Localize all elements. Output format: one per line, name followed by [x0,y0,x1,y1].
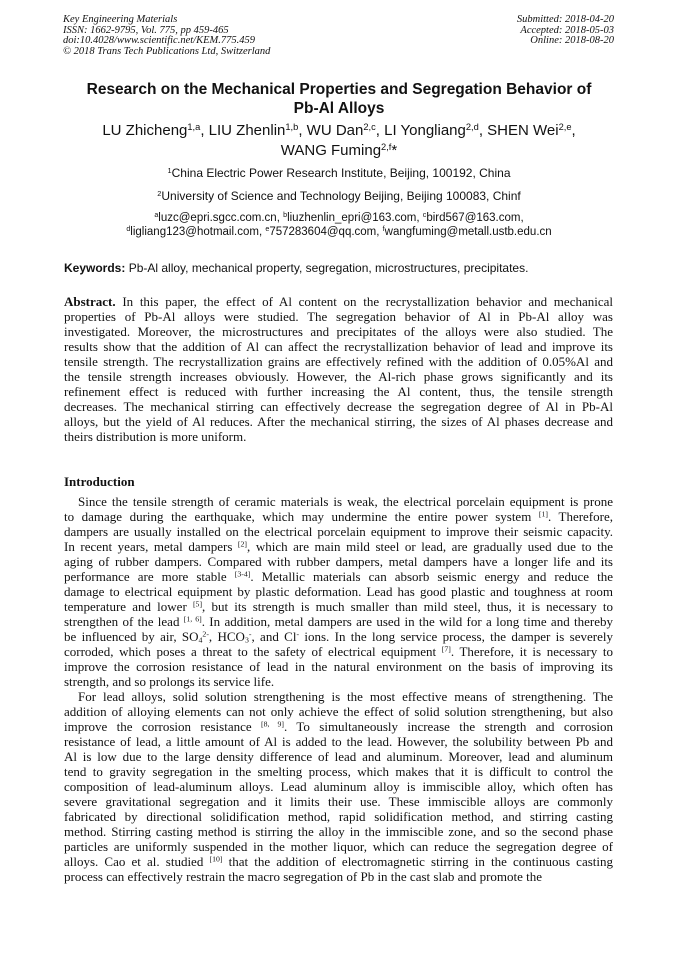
text-segment: . Therefore, [547,509,613,524]
keywords-label: Keywords: [64,261,126,275]
text-line [64,749,613,764]
paragraph [64,494,613,689]
text-segment: . Therefore, it is necessary to [450,644,613,659]
affiliation: $^2$University of Science and Technology Beijing, Beijing 100083, Chinf [157,188,521,203]
text-line [64,644,613,659]
text-segment: particles are uniformly suspended in the mother liquor, which can reduce the segregation degree of [64,839,613,854]
text-segment: temperature and lower [64,599,193,614]
text-line [64,734,613,749]
text-segment: be influenced by air, SO [64,629,199,644]
email-link[interactable]: wangfuming@metall.ustb.edu.cn [384,226,552,238]
text-line [64,599,613,614]
text-segment: tensile strength. The recrystallization grains are effectively refined with the addition of 0.05%Al and [64,354,613,369]
text-segment: aging of rubber dampers. Compared with rubber dampers, metal dampers have a longer life and its [64,554,613,569]
online-date: Online: 2018-08-20 [530,35,614,47]
text-segment: the tensile strength increases obviously. However, the Al-rich phase grows significantly and its [64,369,613,384]
text-segment: process can effectively restrain the macro segregation of Pb in the cast slab and promote the [64,869,543,884]
text-line [64,494,613,509]
text-line [64,339,613,354]
text-line [64,584,613,599]
text-segment: results show that the addition of Al can affect the recrystallization behavior of lead and improve its [64,339,613,354]
submitted-date: Submitted: 2018-04-20 [516,14,614,25]
text-line [64,524,613,539]
text-segment: . In addition, metal dampers are used in the wild for a long time and thereby [201,614,613,629]
text-segment: Al is low due to the large density difference of lead and aluminum. Moreover, lead and aluminum [64,749,613,764]
text-segment: investigated. Moreover, the microstructures and precipitates of the alloys were also studied. The [64,324,613,339]
text-segment: 4 [198,635,203,645]
text-segment: fabricated by directional solidification method, rapid solidification method, and stirring casting [64,809,613,824]
text-line [64,509,613,524]
text-segment: to damage during the earthquake, which may undermine the entire power system [64,509,539,524]
keywords-text: Pb-Al alloy, mechanical property, segregation, microstructures, precipitates. [125,261,529,275]
text-line [64,659,613,674]
text-segment: Since the tensile strength of ceramic materials is weak, the electrical porcelain equipment is prone [78,494,613,509]
text-segment: , but its strength is much smaller than mild steel, thus, it is necessary to [202,599,613,614]
text-segment: composition of lead-aluminum alloys. Lead aluminum alloy is immiscible alloy, which often has [64,779,613,794]
text-line [64,689,613,704]
section-heading-introduction: Introduction [64,474,135,489]
text-segment: resistance of lead, a little amount of Al is added to the lead. However, the solubility between Pb and [64,734,613,749]
text-line [64,719,613,734]
journal-name: Key Engineering Materials [63,14,178,25]
text-line [64,839,613,854]
keywords [64,261,528,275]
text-segment: dampers are usually installed on the electrical porcelain equipment to improve their seismic capacity. [64,524,613,539]
text-line [64,794,613,809]
text-line [64,629,613,644]
text-segment: . To simultaneously increase the strength and corrosion [284,719,613,734]
journal-info [63,15,270,57]
text-line [64,294,613,309]
text-segment: ions. In the long service process, the damper is severely [299,629,613,644]
text-segment: performance are more stable [64,569,235,584]
text-segment: - [248,629,252,639]
author: LU Zhicheng$^{1,a}$, [102,121,209,139]
text-line [64,854,613,869]
text-line [64,554,613,569]
text-segment: In this paper, the effect of Al content on the recrystallization behavior and mechanical [115,294,613,309]
citation[interactable]: [1, 6] [183,614,202,624]
title-line: Research on the Mechanical Properties and Segregation Behavior of [86,81,592,98]
text-segment: strengthen of the lead [64,614,184,629]
citation[interactable]: [2] [237,539,248,549]
text-line [64,569,613,584]
email-link[interactable]: ligliang123@hotmail.com, [130,226,266,238]
text-line [64,429,613,444]
citation[interactable]: [8, 9] [261,719,284,729]
text-segment: addition of alloying elements can not only achieve the effect of solid solution strengthening, but also [64,704,613,719]
text-line [64,824,613,839]
text-segment: , which are main mild steel or lead, are gradually used due to the [247,539,613,554]
title-line: Pb-Al Alloys [293,99,385,117]
text-segment: alloys, but the yield of Al reduces. After the mechanical stirring, the sizes of Al phases decrease and [64,414,613,429]
author: SHEN Wei$^{2,e}$, [487,121,576,139]
text-segment: corroded, which poses a threat to the safety of electrical equipment [64,644,442,659]
abstract [64,294,613,444]
email-link[interactable]: liuzhenlin_epri@163.com, [287,212,423,224]
text-segment: tend to gravity segregation in the smelting process, which makes that it is difficult to control the [64,764,613,779]
author: WANG Fuming$^{2,f}$* [280,141,398,159]
citation[interactable]: [3-4] [234,569,251,579]
text-segment: improve the corrosion resistance [64,719,261,734]
text-line [64,354,613,369]
author: LI Yongliang$^{2,d}$, [384,121,488,139]
citation[interactable]: [7] [441,644,451,654]
text-line [64,764,613,779]
text-segment: alloys. Cao et al. studied [64,854,210,869]
abstract-label: Abstract. [64,294,116,309]
text-segment: , HCO [208,629,245,644]
text-segment: that the addition of electromagnetic stirring in the continuous casting [222,854,614,869]
text-line [64,539,613,554]
text-segment: 3 [244,635,249,645]
text-segment: In recent years, metal dampers [64,539,238,554]
text-segment: method. Stirring casting method is stirring the alloy in the immiscible zone, and so the second phase [64,824,613,839]
text-segment: severe gravitational segregation and it limits their use. These immiscible alloys are commonly [64,794,613,809]
text-segment: theirs distribution is more uniform. [64,429,247,444]
text-segment: properties of Pb-Al alloys were studied. The segregation behavior of Al in Pb-Al alloy was [64,309,613,324]
affiliation: $^1$China Electric Power Research Institute, Beijing, 100192, China [167,165,511,180]
citation[interactable]: [10] [209,854,223,864]
email-link[interactable]: luzc@epri.sgcc.com.cn, [158,212,284,224]
text-segment: improve the corrosion resistance of lead in the natural environment on the basis of improving its [64,659,613,674]
text-line [64,414,613,429]
text-segment: For lead alloys, solid solution strengthening is the most effective means of strengthening. The [78,689,613,704]
author: LIU Zhenlin$^{1,b}$, [208,121,307,139]
text-segment: damage to electrical equipment by plastic deformation. Lead has good plastic and toughness at room [64,584,613,599]
paper-title [40,81,638,118]
text-line [64,704,613,719]
author-emails: $^a$luzc@epri.sgcc.com.cn, $^b$liuzhenlin_epri@163.com, $^c$bird567@163.com, $^d$ligliang123@hotmail.com, $^e$757283604@qq.com, $^f$wangfuming@metall.ustb.edu.cn [126,211,552,238]
text-segment: refinement effect is reduced with further increasing the Al content, thus, the tensile strength [64,384,613,399]
dates-info [517,15,614,47]
accepted-date: Accepted: 2018-05-03 [520,24,614,36]
text-segment: strength, and so prolongs its service life. [64,674,275,689]
text-segment: 2- [202,629,209,639]
text-segment: decreases. The mechanical stirring can effectively decrease the segregation degree of Al in Pb-Al [64,399,613,414]
citation[interactable]: [5] [192,599,203,609]
introduction-body [64,494,613,884]
text-segment: . Metallic materials can absorb seismic energy and reduce the [250,569,613,584]
text-line [64,869,613,884]
citation[interactable]: [1] [538,509,548,519]
text-line [64,614,613,629]
text-segment: , and Cl [251,629,297,644]
paragraph [64,689,613,884]
text-line [64,809,613,824]
text-line [64,399,613,414]
text-segment: - [296,629,300,639]
email-link[interactable]: 757283604@qq.com, [269,226,383,238]
text-line [64,309,613,324]
issn-volume: ISSN: 1662-9795, Vol. 775, pp 459-465 [63,24,229,36]
text-line [64,674,613,689]
text-line [64,324,613,339]
text-line [64,369,613,384]
author: WU Dan$^{2,c}$, [306,121,385,139]
email-link[interactable]: bird567@163.com, [426,212,524,224]
doi: doi:10.4028/www.scientific.net/KEM.775.459 [63,35,255,47]
text-line [64,779,613,794]
text-line [64,384,613,399]
author-list [40,121,638,160]
copyright: © 2018 Trans Tech Publications Ltd, Switzerland [63,45,271,57]
